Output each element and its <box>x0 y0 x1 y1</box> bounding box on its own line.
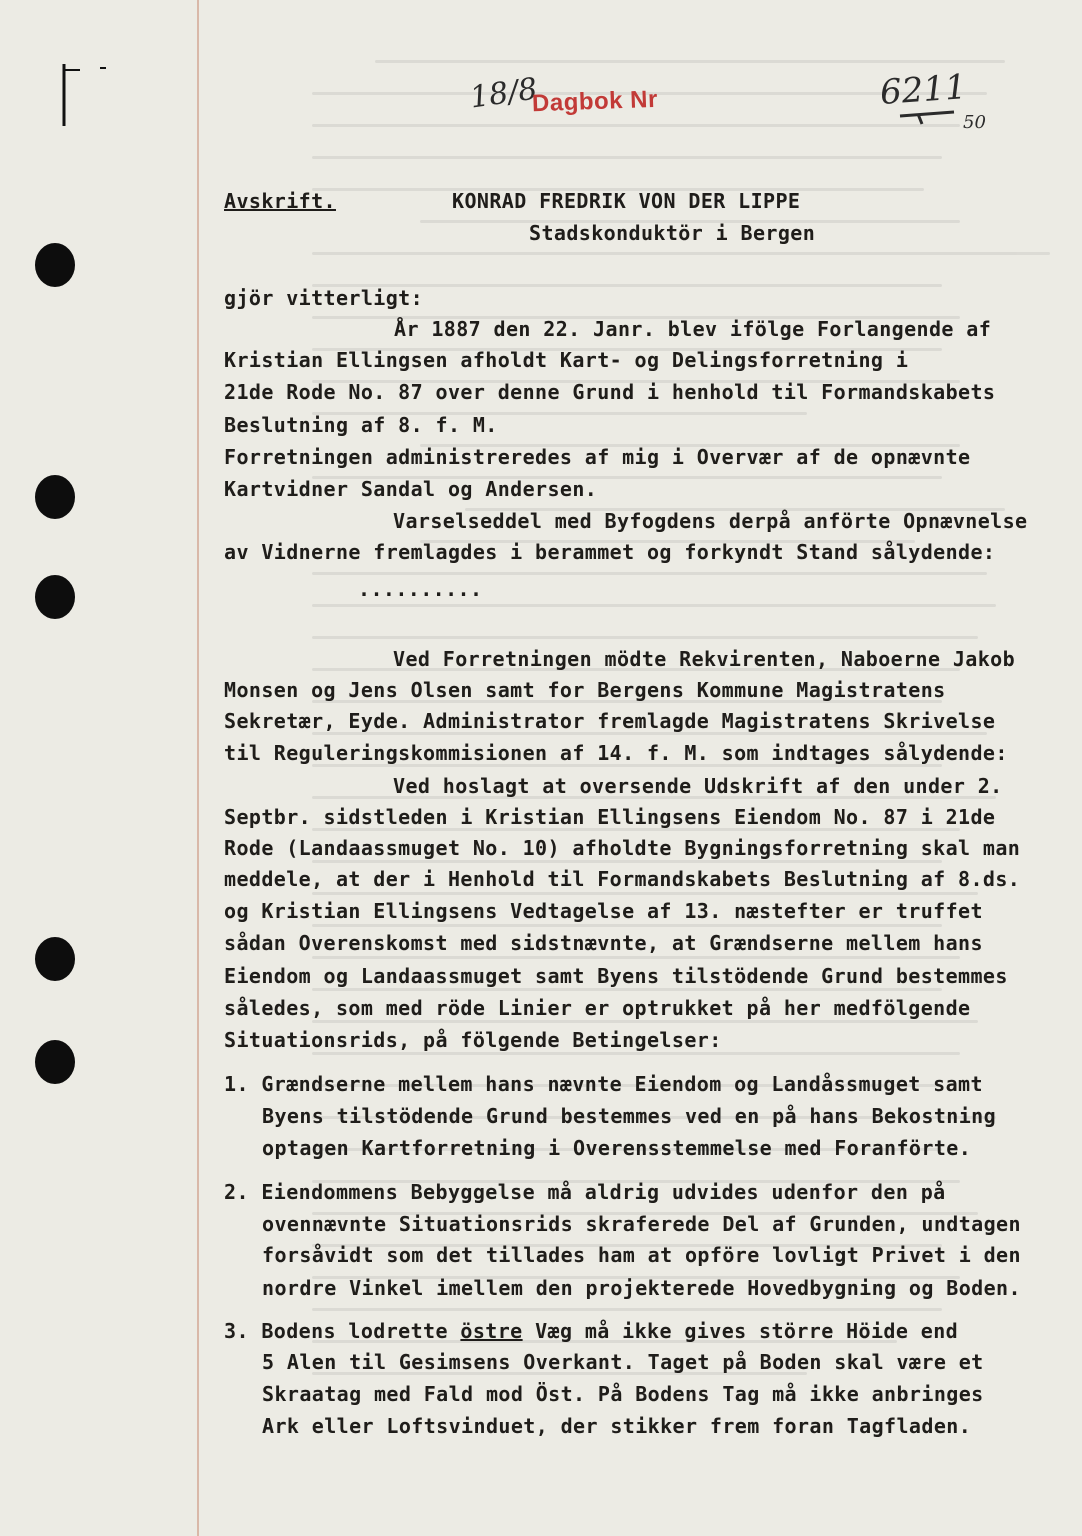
text-line: Kartvidner Sandal og Andersen. <box>224 477 598 501</box>
text-line: Kristian Ellingsen afholdt Kart- og Delingsforretning i <box>224 348 909 372</box>
corner-mark-icon <box>60 60 130 140</box>
underlined-word: östre <box>460 1319 523 1343</box>
list-item-1: 1. Grændserne mellem hans nævnte Eiendom og Landåssmuget samt <box>224 1072 983 1096</box>
text-line: Rode (Landaassmuget No. 10) afholdte Bygningsforretning skal man <box>224 836 1021 860</box>
handwritten-number: 6211 <box>878 67 968 113</box>
text-line: Varselseddel med Byfogdens derpå anförte Opnævnelse <box>393 509 1028 533</box>
handwritten-number-sub: 50 <box>963 112 986 133</box>
text-line: meddele, at der i Henhold til Formandskabets Beslutning af 8.ds. <box>224 867 1021 891</box>
text-line: forsåvidt som det tillades ham at opföre lovligt Privet i den <box>262 1243 1021 1267</box>
text-line: og Kristian Ellingsens Vedtagelse af 13. næstefter er truffet <box>224 899 983 923</box>
text-line: År 1887 den 22. Janr. blev ifölge Forlangende af <box>394 317 992 341</box>
avskrift-label: Avskrift. <box>224 189 336 213</box>
text-line: Eiendom og Landaassmuget samt Byens tilstödende Grund bestemmes <box>224 964 1008 988</box>
punch-hole-icon <box>35 937 75 981</box>
text-line: av Vidnerne fremlagdes i berammet og forkyndt Stand sålydende: <box>224 540 996 564</box>
list-item-2: 2. Eiendommens Bebyggelse må aldrig udvides udenfor den på <box>224 1180 946 1204</box>
text-line: Septbr. sidstleden i Kristian Ellingsens Eiendom No. 87 i 21de <box>224 805 996 829</box>
list-item-3 <box>224 1319 958 1343</box>
handwritten-date: 18/8 <box>467 71 540 116</box>
margin-rule <box>197 0 199 1536</box>
list-item-3-end: Væg må ikke gives större Höide end <box>535 1319 959 1343</box>
punch-hole-icon <box>35 1040 75 1084</box>
text-line: Ved Forretningen mödte Rekvirenten, Naboerne Jakob <box>393 647 1016 671</box>
text-line: Ark eller Loftsvinduet, der stikker frem foran Tagfladen. <box>262 1414 972 1438</box>
issuer-title: Stadskonduktör i Bergen <box>529 221 816 245</box>
text-line: Beslutning af 8. f. M. <box>224 413 498 437</box>
text-line: Skraatag med Fald mod Öst. På Bodens Tag må ikke anbringes <box>262 1382 984 1406</box>
punch-hole-icon <box>35 475 75 519</box>
text-line: sådan Overenskomst med sidstnævnte, at Grændserne mellem hans <box>224 931 983 955</box>
text-line: Situationsrids, på fölgende Betingelser: <box>224 1028 722 1052</box>
text-line: Forretningen administreredes af mig i Overvær af de opnævnte <box>224 445 971 469</box>
text-line: Monsen og Jens Olsen samt for Bergens Kommune Magistratens <box>224 678 946 702</box>
punch-hole-icon <box>35 575 75 619</box>
text-line: gjör vitterligt: <box>224 286 424 310</box>
text-line: ovennævnte Situationsrids skraferede Del af Grunden, undtagen <box>262 1212 1021 1236</box>
text-line: Sekretær, Eyde. Administrator fremlagde Magistratens Skrivelse <box>224 709 996 733</box>
text-line: Ved hoslagt at oversende Udskrift af den under 2. <box>393 774 1003 798</box>
dagbok-stamp: Dagbok Nr <box>531 85 659 118</box>
handwritten-underline-icon <box>898 110 958 126</box>
text-line: .......... <box>358 577 483 601</box>
issuer-name: KONRAD FREDRIK VON DER LIPPE <box>452 189 801 213</box>
text-line: 21de Rode No. 87 over denne Grund i henhold til Formandskabets <box>224 380 996 404</box>
list-item-3-start: 3. Bodens lodrette <box>224 1319 448 1343</box>
text-line: Byens tilstödende Grund bestemmes ved en på hans Bekostning <box>262 1104 997 1128</box>
text-line: således, som med röde Linier er optrukket på her medfölgende <box>224 996 971 1020</box>
punch-hole-icon <box>35 243 75 287</box>
text-line: 5 Alen til Gesimsens Overkant. Taget på Boden skal være et <box>262 1350 984 1374</box>
text-line: nordre Vinkel imellem den projekterede Hovedbygning og Boden. <box>262 1276 1021 1300</box>
text-line: til Reguleringskommisionen af 14. f. M. som indtages sålydende: <box>224 741 1008 765</box>
text-line: optagen Kartforretning i Overensstemmelse med Foranförte. <box>262 1136 972 1160</box>
